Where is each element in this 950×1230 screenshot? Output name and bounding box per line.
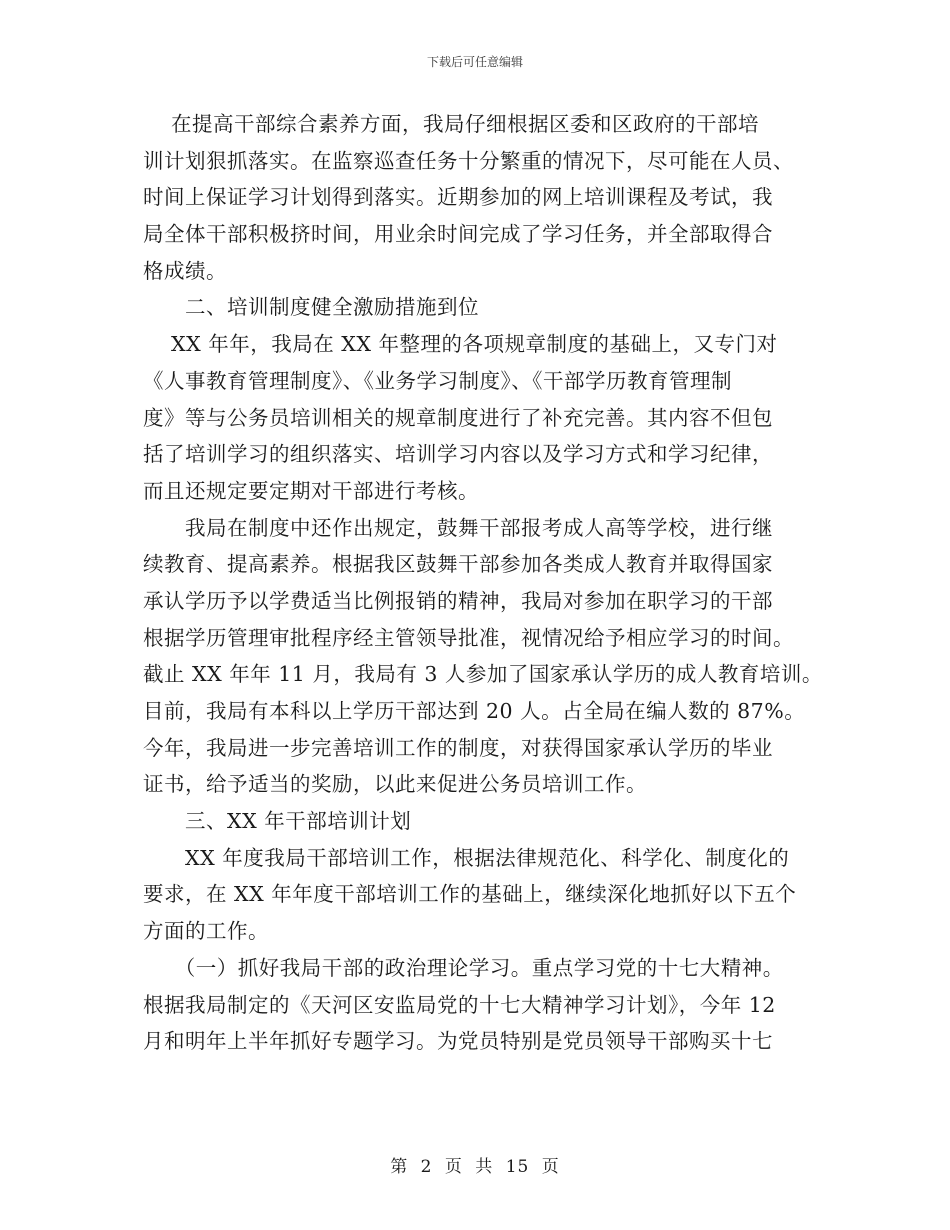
body-line: 我局在制度中还作出规定，鼓舞干部报考成人高等学校，进行继	[143, 515, 773, 540]
body-line: 今年，我局进一步完善培训工作的制度，对获得国家承认学历的毕业	[143, 735, 773, 760]
body-line: 括了培训学习的组织落实、培训学习内容以及学习方式和学习纪律，	[143, 442, 773, 467]
body-line: XX 年度我局干部培训工作，根据法律规范化、科学化、制度化的	[143, 845, 790, 870]
page-footer	[0, 1152, 950, 1177]
body-line: 续教育、提高素养。根据我区鼓舞干部参加各类成人教育并取得国家	[143, 552, 773, 577]
footer-page-word: 页	[444, 1157, 463, 1177]
body-line: 根据学历管理审批程序经主管领导批准，视情况给予相应学习的时间。	[143, 625, 794, 650]
body-line: 目前，我局有本科以上学历干部达到 20 人。占全局在编人数的 87%。	[143, 699, 806, 723]
body-line: 根据我局制定的《天河区安监局党的十七大精神学习计划》，今年 12	[143, 992, 776, 1017]
body-line: 截止 XX 年年 11 月，我局有 3 人参加了国家承认学历的成人教育培训。	[143, 662, 823, 687]
body-line: 格成绩。	[143, 258, 227, 283]
body-line: 证书，给予适当的奖励，以此来促进公务员培训工作。	[143, 772, 647, 797]
footer-prefix: 第	[390, 1157, 409, 1177]
footer-total-pages: 15	[505, 1157, 530, 1177]
body-line: 而且还规定要定期对干部进行考核。	[143, 478, 479, 503]
footer-suffix: 页	[541, 1157, 560, 1177]
body-line: 二、培训制度健全激励措施到位	[143, 295, 479, 320]
body-line: XX 年年，我局在 XX 年整理的各项规章制度的基础上，又专门对	[143, 332, 778, 357]
body-line: 训计划狠抓落实。在监察巡查任务十分繁重的情况下，尽可能在人员、	[143, 148, 794, 173]
page-header-note: 下载后可任意编辑	[426, 55, 523, 69]
body-line: 承认学历予以学费适当比例报销的精神，我局对参加在职学习的干部	[143, 588, 773, 613]
body-line: 月和明年上半年抓好专题学习。为党员特别是党员领导干部购买十七	[143, 1029, 773, 1054]
document-body	[143, 106, 823, 1060]
body-line: 度》等与公务员培训相关的规章制度进行了补充完善。其内容不但包	[143, 405, 773, 430]
footer-current-page: 2	[420, 1157, 433, 1177]
body-line: （一）抓好我局干部的政治理论学习。重点学习党的十七大精神。	[143, 955, 784, 980]
body-line: 《人事教育管理制度》、《业务学习制度》、《干部学历教育管理制	[143, 368, 732, 393]
body-line: 方面的工作。	[143, 919, 269, 944]
body-line: 在提高干部综合素养方面，我局仔细根据区委和区政府的干部培	[143, 112, 760, 136]
body-line: 要求，在 XX 年年度干部培训工作的基础上，继续深化地抓好以下五个	[143, 882, 797, 907]
body-line: 局全体干部积极挤时间，用业余时间完成了学习任务，并全部取得合	[143, 222, 773, 247]
body-line: 三、XX 年干部培训计划	[143, 809, 412, 834]
body-line: 时间上保证学习计划得到落实。近期参加的网上培训课程及考试，我	[143, 185, 773, 210]
footer-total-word: 共	[475, 1157, 494, 1177]
